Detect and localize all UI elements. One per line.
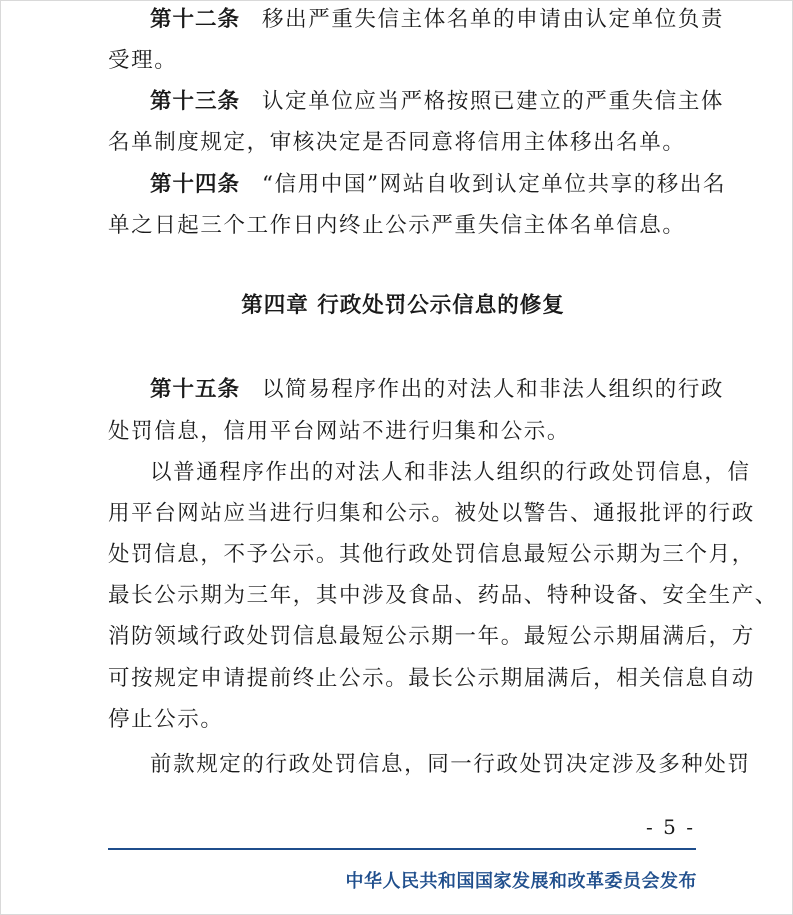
paragraph-3-line-1: 前款规定的行政处罚信息，同一行政处罚决定涉及多种处罚: [150, 752, 751, 777]
article-13-number: 第十三条: [150, 89, 241, 114]
page-number: - 5 -: [646, 815, 695, 839]
article-15-number: 第十五条: [150, 377, 241, 402]
article-15-text-1: 以简易程序作出的对法人和非法人组织的行政: [262, 377, 725, 402]
footer-divider: [108, 848, 696, 850]
paragraph-2-line-4: 最长公示期为三年，其中涉及食品、药品、特种设备、安全生产、: [108, 583, 778, 608]
paragraph-2-line-6: 可按规定申请提前终止公示。最长公示期届满后，相关信息自动: [108, 666, 755, 691]
article-14-text-1: “信用中国”网站自收到认定单位共享的移出名: [262, 172, 727, 197]
paragraph-2-line-1: 以普通程序作出的对法人和非法人组织的行政处罚信息，信: [150, 460, 751, 485]
article-12-line-1: [150, 6, 725, 34]
paragraph-2-line-7: 停止公示。: [108, 707, 224, 732]
article-13-text-1: 认定单位应当严格按照已建立的严重失信主体: [262, 89, 725, 114]
article-15-line-2: 处罚信息，信用平台网站不进行归集和公示。: [108, 419, 571, 444]
article-14-line-1: [150, 171, 727, 199]
chapter-title: 第四章 行政处罚公示信息的修复: [241, 293, 565, 318]
article-14-number: 第十四条: [150, 172, 241, 197]
article-14-line-2: 单之日起三个工作日内终止公示严重失信主体名单信息。: [108, 213, 686, 238]
paragraph-2-line-3: 处罚信息，不予公示。其他行政处罚信息最短公示期为三个月，: [108, 542, 755, 567]
footer-issuer: 中华人民共和国国家发展和改革委员会发布: [345, 871, 697, 892]
paragraph-2-line-5: 消防领域行政处罚信息最短公示期一年。最短公示期届满后，方: [108, 624, 755, 649]
article-13-line-2: 名单制度规定，审核决定是否同意将信用主体移出名单。: [108, 130, 686, 155]
paragraph-2-line-2: 用平台网站应当进行归集和公示。被处以警告、通报批评的行政: [108, 501, 755, 526]
article-12-number: 第十二条: [150, 7, 241, 32]
article-12-text-1: 移出严重失信主体名单的申请由认定单位负责: [262, 7, 725, 32]
article-12-line-2: 受理。: [108, 48, 178, 73]
article-13-line-1: [150, 88, 725, 116]
article-15-line-1: [150, 376, 725, 404]
